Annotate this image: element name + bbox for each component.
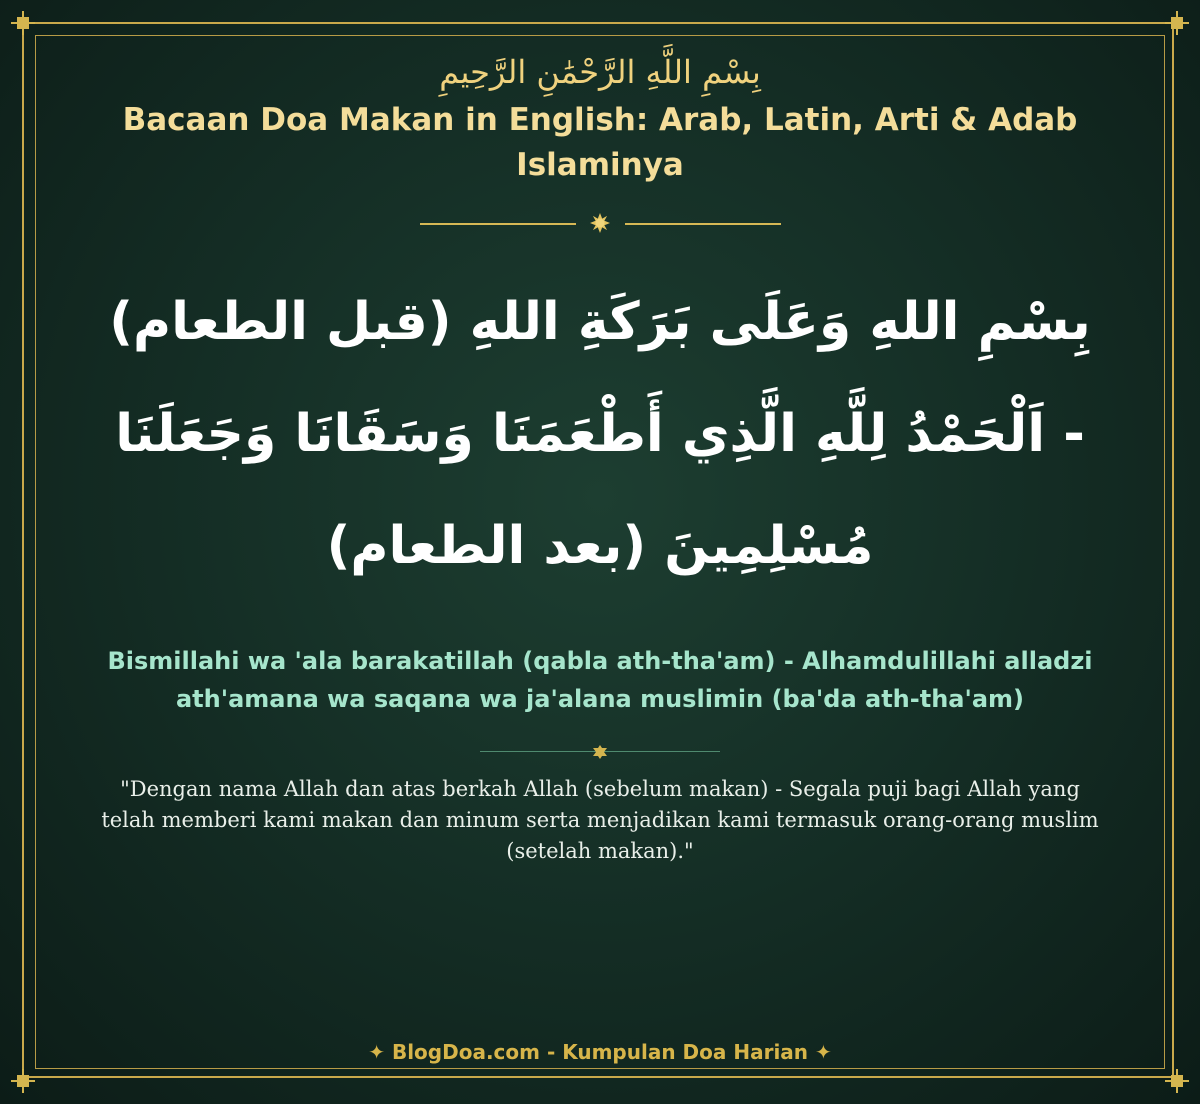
site-footer: ✦ BlogDoa.com - Kumpulan Doa Harian ✦ — [368, 1040, 832, 1064]
latin-transliteration: Bismillahi wa 'ala barakatillah (qabla ath-tha'am) - Alhamdulillahi alladzi ath'amana wa saqana wa ja'alana muslimin (ba'da ath-tha'am) — [107, 647, 1093, 713]
arabic-prayer-text: بِسْمِ اللهِ وَعَلَى بَرَكَةِ اللهِ (قبل الطعام) - اَلْحَمْدُ لِلَّهِ الَّذِي أَطْعَمَنَا وَسَقَانَا وَجَعَلَنَا مُسْلِمِينَ (بعد الطعام) — [109, 292, 1091, 576]
ornament-divider — [60, 212, 1140, 236]
corner-ornament-icon — [17, 17, 29, 29]
diamond-ornament-icon — [593, 745, 607, 759]
basmala-heading: بِسْمِ اللَّهِ الرَّحْمَٰنِ الرَّحِيمِ — [439, 53, 761, 91]
divider-line-right — [625, 223, 781, 225]
page-title: Bacaan Doa Makan in English: Arab, Latin, Arti & Adab Islaminya — [122, 102, 1078, 183]
corner-ornament-icon — [1171, 17, 1183, 29]
indonesian-translation: "Dengan nama Allah dan atas berkah Allah (sebelum makan) - Segala puji bagi Allah yang telah memberi kami makan dan minum serta menjadikan kami termasuk orang-orang muslim (setelah makan)." — [101, 777, 1099, 863]
star-ornament-icon — [590, 213, 610, 233]
small-divider — [60, 744, 1140, 760]
card-content — [60, 50, 1140, 867]
divider-line-left — [420, 223, 576, 225]
corner-ornament-icon — [17, 1075, 29, 1087]
corner-ornament-icon — [1171, 1075, 1183, 1087]
